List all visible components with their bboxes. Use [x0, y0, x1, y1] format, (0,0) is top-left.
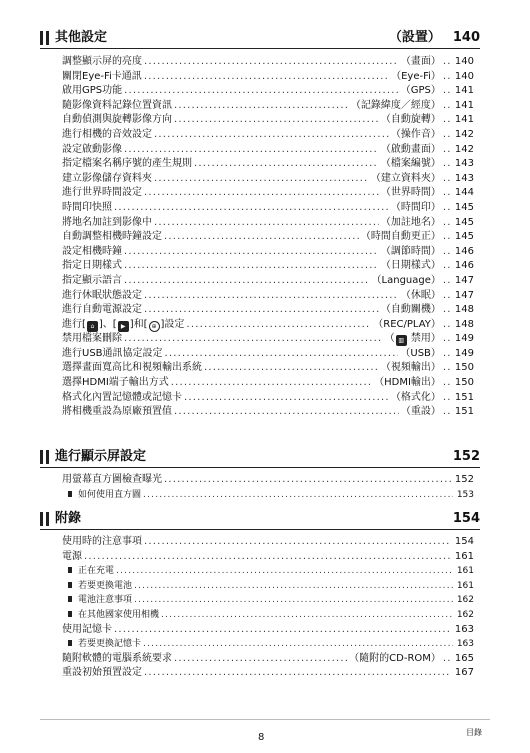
- page-ref: 150: [454, 362, 474, 374]
- dot-leader: [443, 84, 451, 99]
- entry-title: 進行休眠狀態設定: [62, 289, 142, 301]
- entry-title: 指定檔案名稱序號的產生規則: [62, 158, 192, 170]
- dot-leader: [443, 245, 451, 260]
- toc-entry[interactable]: [62, 259, 474, 274]
- toc-entry[interactable]: [62, 113, 474, 128]
- dot-leader: [165, 347, 399, 362]
- toc-entry[interactable]: [62, 376, 474, 391]
- dot-leader: [144, 289, 399, 304]
- dot-leader: [174, 99, 349, 114]
- toc-entry[interactable]: [62, 347, 474, 362]
- dot-leader: [204, 361, 379, 376]
- toc-subentry[interactable]: [62, 637, 474, 652]
- menu-label: （畫面）: [400, 56, 441, 67]
- page-ref: 148: [454, 304, 474, 316]
- dot-leader: [443, 289, 451, 304]
- dot-leader: [443, 274, 451, 289]
- page-ref: 141: [454, 85, 474, 97]
- entry-title: 關閉Eye-Fi卡通訊: [62, 70, 142, 82]
- page-ref: 165: [454, 652, 474, 664]
- play-mode-icon: ▶: [118, 321, 129, 332]
- delete-icon: ▥: [396, 335, 407, 346]
- entry-title: 正在充電: [68, 564, 114, 579]
- toc-entry[interactable]: [62, 143, 474, 158]
- menu-label: （自動旋轉）: [380, 114, 441, 126]
- toc-entry[interactable]: [62, 274, 474, 289]
- toc-entry[interactable]: [62, 172, 474, 187]
- entry-title-text: 進行[: [62, 318, 86, 330]
- entry-title: 電池注意事項: [68, 593, 132, 608]
- section-title: 其他設定: [55, 30, 108, 45]
- dot-leader: [443, 55, 451, 70]
- menu-label: （檔案編號）: [380, 158, 441, 170]
- entry-title: 自動調整相機時鐘設定: [62, 231, 162, 243]
- menu-label: （HDMI輸出）: [374, 377, 441, 389]
- entry-title: 重設初始預置設定: [62, 667, 142, 679]
- menu-label: （視頻輸出）: [380, 362, 441, 374]
- menu-label: （日期樣式）: [380, 260, 441, 272]
- dot-leader: [144, 666, 451, 681]
- page-ref: 152: [454, 474, 474, 485]
- toc-subentry[interactable]: [62, 579, 474, 594]
- menu-label: （GPS）: [400, 85, 441, 97]
- dot-leader: [443, 376, 451, 391]
- entry-title: 指定日期樣式: [62, 260, 122, 272]
- entry-title: 自動偵測與旋轉影像方向: [62, 114, 172, 126]
- dot-leader: [184, 391, 389, 406]
- page-ref: 163: [454, 623, 474, 635]
- toc-entry[interactable]: [62, 55, 474, 70]
- toc-entry[interactable]: [62, 157, 474, 172]
- dot-leader: [114, 623, 451, 638]
- entry-title: 進行自動電源設定: [62, 304, 142, 316]
- menu-label: （隨附的CD-ROM）: [349, 652, 441, 664]
- dot-leader: [143, 637, 453, 652]
- page-ref: 167: [454, 667, 474, 679]
- section-menu-label: （設置）: [388, 30, 441, 45]
- page-ref: 150: [454, 377, 474, 389]
- dot-leader: [154, 216, 379, 231]
- entry-title: 進行USB通訊協定設定: [62, 347, 163, 359]
- page-ref: 161: [454, 550, 474, 562]
- menu-label-text: 禁用）: [407, 333, 441, 345]
- page-ref: 161: [456, 566, 474, 577]
- page-ref: 153: [456, 489, 474, 500]
- toc-entry[interactable]: [62, 550, 474, 565]
- page-ref: 147: [454, 274, 474, 286]
- dot-leader: [144, 303, 379, 318]
- entry-title: 用螢幕直方圖檢查曝光: [62, 474, 162, 485]
- dot-leader: [443, 230, 451, 245]
- menu-label-text: （: [384, 333, 395, 345]
- dot-leader: [443, 172, 451, 187]
- entry-title: 使用時的注意事項: [62, 536, 142, 547]
- entry-title: 選擇HDMI端子輸出方式: [62, 377, 169, 389]
- dot-leader: [164, 473, 451, 488]
- dot-leader: [124, 332, 383, 347]
- dot-leader: [114, 201, 389, 216]
- menu-label: （記錄緯度／經度）: [350, 99, 441, 111]
- menu-label: （Eye-Fi）: [391, 70, 441, 82]
- dot-leader: [154, 128, 389, 143]
- menu-label: （啟動畫面）: [380, 143, 441, 155]
- menu-label: （操作音）: [390, 128, 441, 140]
- dot-leader: [443, 157, 451, 172]
- dot-leader: [124, 143, 379, 158]
- dot-leader: [443, 186, 451, 201]
- dot-leader: [443, 318, 451, 333]
- entry-title-text: ]設定: [160, 318, 185, 330]
- section-page: 152: [452, 449, 480, 464]
- dot-leader: [443, 259, 451, 274]
- page-ref: 151: [454, 406, 474, 418]
- dot-leader: [443, 361, 451, 376]
- entry-title: 格式化內置記憶體或記憶卡: [62, 391, 182, 403]
- entry-title: 在其他國家使用相機: [68, 608, 159, 623]
- toc-subentry[interactable]: [62, 488, 474, 503]
- menu-label: [385, 332, 441, 347]
- toc-entry[interactable]: [62, 303, 474, 318]
- entry-title: 將地名加註到影像中: [62, 216, 152, 228]
- menu-label: （時間自動更正）: [360, 231, 441, 243]
- menu-label: （調節時間）: [380, 245, 441, 257]
- page-ref: 143: [454, 158, 474, 170]
- dot-leader: [443, 347, 451, 362]
- dot-leader: [164, 230, 359, 245]
- toc-list-display-settings: [62, 473, 474, 502]
- dot-leader: [443, 652, 451, 667]
- entry-title: 禁用檔案刪除: [62, 333, 122, 345]
- menu-label: （Language）: [371, 274, 441, 286]
- entry-title: 將相機重設為原廠預置值: [62, 406, 172, 418]
- section-header-appendix: [40, 509, 480, 530]
- section-marker: [40, 31, 49, 45]
- page-ref: 149: [454, 333, 474, 345]
- dot-leader: [443, 391, 451, 406]
- page-ref: 147: [454, 289, 474, 301]
- dot-leader: [443, 332, 451, 347]
- entry-title: 如何使用直方圖: [68, 488, 141, 503]
- toc-entry[interactable]: [62, 332, 474, 347]
- section-page: 154: [452, 511, 480, 526]
- dot-leader: [443, 405, 451, 420]
- toc-entry[interactable]: [62, 201, 474, 216]
- page-ref: 163: [456, 639, 474, 650]
- entry-title: 進行相機的音效設定: [62, 128, 152, 140]
- dot-leader: [443, 216, 451, 231]
- toc-entry[interactable]: [62, 623, 474, 638]
- page-ref: 149: [454, 347, 474, 359]
- toc-list-appendix: [62, 535, 474, 681]
- dot-leader: [116, 564, 453, 579]
- dot-leader: [443, 143, 451, 158]
- toc-entry[interactable]: [62, 535, 474, 550]
- menu-label: （休眠）: [400, 289, 441, 301]
- page-ref: 146: [454, 245, 474, 257]
- page-ref: 145: [454, 231, 474, 243]
- dot-leader: [134, 579, 453, 594]
- page-ref: 140: [454, 56, 474, 67]
- dot-leader: [174, 113, 379, 128]
- page-ref: 146: [454, 260, 474, 272]
- toc-entry[interactable]: [62, 289, 474, 304]
- dot-leader: [124, 274, 370, 289]
- page-ref: 141: [454, 114, 474, 126]
- page-ref: 162: [456, 595, 474, 606]
- toc-entry[interactable]: [62, 666, 474, 681]
- menu-label: （REC/PLAY）: [373, 318, 441, 330]
- dot-leader: [443, 113, 451, 128]
- dot-leader: [443, 70, 451, 85]
- section-header-other-settings: [40, 28, 480, 49]
- toc-subentry[interactable]: [62, 593, 474, 608]
- entry-title: 設定相機時鐘: [62, 245, 122, 257]
- dot-leader: [186, 318, 371, 333]
- page-ref: 145: [454, 216, 474, 228]
- dot-leader: [84, 550, 451, 565]
- toc-entry[interactable]: [62, 70, 474, 85]
- menu-label: （加註地名）: [380, 216, 441, 228]
- toc-entry[interactable]: [62, 245, 474, 260]
- section-title: 附錄: [55, 511, 82, 526]
- dot-leader: [124, 84, 399, 99]
- toc-entry[interactable]: [62, 186, 474, 201]
- dot-leader: [443, 99, 451, 114]
- page-ref: 148: [454, 318, 474, 330]
- footer-divider: [40, 719, 490, 720]
- entry-title: 時間印快照: [62, 201, 112, 213]
- page-ref: 151: [454, 391, 474, 403]
- dot-leader: [443, 201, 451, 216]
- menu-label: （世界時間）: [380, 187, 441, 199]
- rec-mode-icon: ⌂: [87, 321, 98, 332]
- dot-leader: [443, 303, 451, 318]
- dot-leader: [144, 535, 451, 550]
- menu-label: （重設）: [400, 406, 441, 418]
- section-marker: [40, 512, 49, 526]
- toc-entry[interactable]: [62, 216, 474, 231]
- entry-title: 建立影像儲存資料夾: [62, 172, 152, 184]
- globe-icon: ⊕: [149, 321, 160, 332]
- dot-leader: [171, 376, 372, 391]
- dot-leader: [134, 593, 453, 608]
- page-number: 8: [258, 732, 265, 743]
- dot-leader: [161, 608, 453, 623]
- toc-entry[interactable]: [62, 473, 474, 488]
- toc-entry[interactable]: [62, 230, 474, 245]
- entry-title: 電源: [62, 550, 82, 562]
- menu-label: （時間印）: [390, 201, 441, 213]
- dot-leader: [144, 186, 379, 201]
- entry-title: 啟用GPS功能: [62, 85, 123, 97]
- section-page: 140: [452, 30, 480, 45]
- menu-label: （USB）: [400, 347, 441, 359]
- toc-entry[interactable]: [62, 652, 474, 667]
- footer-label: 目錄: [466, 728, 482, 737]
- toc-subentry[interactable]: [62, 564, 474, 579]
- entry-title: 隨影像資料記錄位置資訊: [62, 99, 172, 111]
- page-ref: 162: [456, 609, 474, 620]
- entry-title: 若要更換電池: [68, 579, 132, 594]
- page-ref: 141: [454, 99, 474, 111]
- page-ref: 144: [454, 187, 474, 199]
- toc-list-other-settings: [62, 55, 474, 420]
- dot-leader: [174, 652, 347, 667]
- menu-label: （格式化）: [390, 391, 441, 403]
- section-right: [389, 29, 480, 47]
- toc-entry[interactable]: [62, 128, 474, 143]
- page-ref: 145: [454, 201, 474, 213]
- toc-subentry[interactable]: [62, 608, 474, 623]
- toc-entry[interactable]: [62, 391, 474, 406]
- page-ref: 154: [454, 536, 474, 547]
- dot-leader: [194, 157, 379, 172]
- section-marker: [40, 450, 49, 464]
- page-ref: 142: [454, 128, 474, 140]
- entry-title: 進行世界時間設定: [62, 187, 142, 199]
- entry-title: 指定顯示語言: [62, 274, 122, 286]
- entry-title-text: ]和[: [129, 318, 148, 330]
- page-ref: 140: [454, 70, 474, 82]
- page-ref: 161: [456, 580, 474, 591]
- dot-leader: [124, 245, 379, 260]
- page-ref: 143: [454, 172, 474, 184]
- entry-title: 隨附軟體的電腦系統要求: [62, 652, 172, 664]
- entry-title: [62, 318, 184, 333]
- section-title: 進行顯示屏設定: [55, 449, 147, 464]
- entry-title: 若要更換記憶卡: [68, 637, 141, 652]
- dot-leader: [143, 488, 453, 503]
- entry-title: 設定啟動影像: [62, 143, 122, 155]
- toc-entry[interactable]: [62, 84, 474, 99]
- toc-entry[interactable]: [62, 99, 474, 114]
- entry-title: 使用記憶卡: [62, 623, 112, 635]
- dot-leader: [174, 405, 399, 420]
- section-header-display-settings: [40, 447, 480, 468]
- toc-entry[interactable]: [62, 318, 474, 333]
- dot-leader: [144, 55, 399, 70]
- entry-title: 選擇畫面寬高比和視頻輸出系統: [62, 362, 202, 374]
- entry-title-text: ]、[: [98, 318, 117, 330]
- menu-label: （自動關機）: [380, 304, 441, 316]
- toc-entry[interactable]: [62, 405, 474, 420]
- dot-leader: [154, 172, 369, 187]
- dot-leader: [124, 259, 379, 274]
- entry-title: 調整顯示屏的亮度: [62, 56, 142, 67]
- dot-leader: [144, 70, 389, 85]
- toc-entry[interactable]: [62, 361, 474, 376]
- menu-label: （建立資料夾）: [370, 172, 441, 184]
- dot-leader: [443, 128, 451, 143]
- page-ref: 142: [454, 143, 474, 155]
